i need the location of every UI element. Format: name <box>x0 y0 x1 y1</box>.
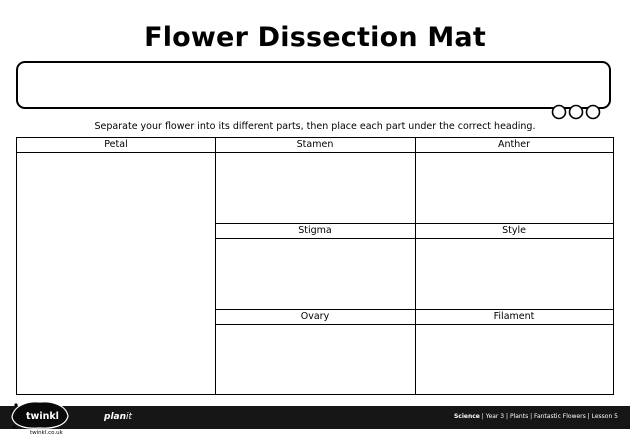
footer-breadcrumb: Science | Year 3 | Plants | Fantastic Flowers | Lesson 5 <box>453 413 618 420</box>
logo-text: twinkl <box>26 411 59 422</box>
ovary-area[interactable] <box>215 325 415 394</box>
stamen-area[interactable] <box>215 153 415 223</box>
page-title: Flower Dissection Mat <box>144 22 486 53</box>
footer-bar <box>0 406 630 429</box>
heading-ovary: Ovary <box>215 310 415 325</box>
style-area[interactable] <box>415 239 613 309</box>
heading-stigma: Stigma <box>215 224 415 239</box>
twinkl-url[interactable]: twinkl.co.uk <box>30 430 63 436</box>
stigma-area[interactable] <box>215 239 415 309</box>
dissection-table <box>16 137 614 395</box>
heading-filament: Filament <box>415 310 613 325</box>
instruction-text: Separate your flower into its different parts, then place each part under the correct heading. <box>94 121 536 132</box>
petal-area[interactable] <box>17 153 215 394</box>
filament-area[interactable] <box>415 325 613 394</box>
name-box[interactable] <box>16 61 611 109</box>
heading-style: Style <box>415 224 613 239</box>
planit-brand: planit <box>104 412 133 422</box>
anther-area[interactable] <box>415 153 613 223</box>
heading-anther: Anther <box>415 138 613 153</box>
heading-stamen: Stamen <box>215 138 415 153</box>
heading-petal: Petal <box>17 138 215 153</box>
